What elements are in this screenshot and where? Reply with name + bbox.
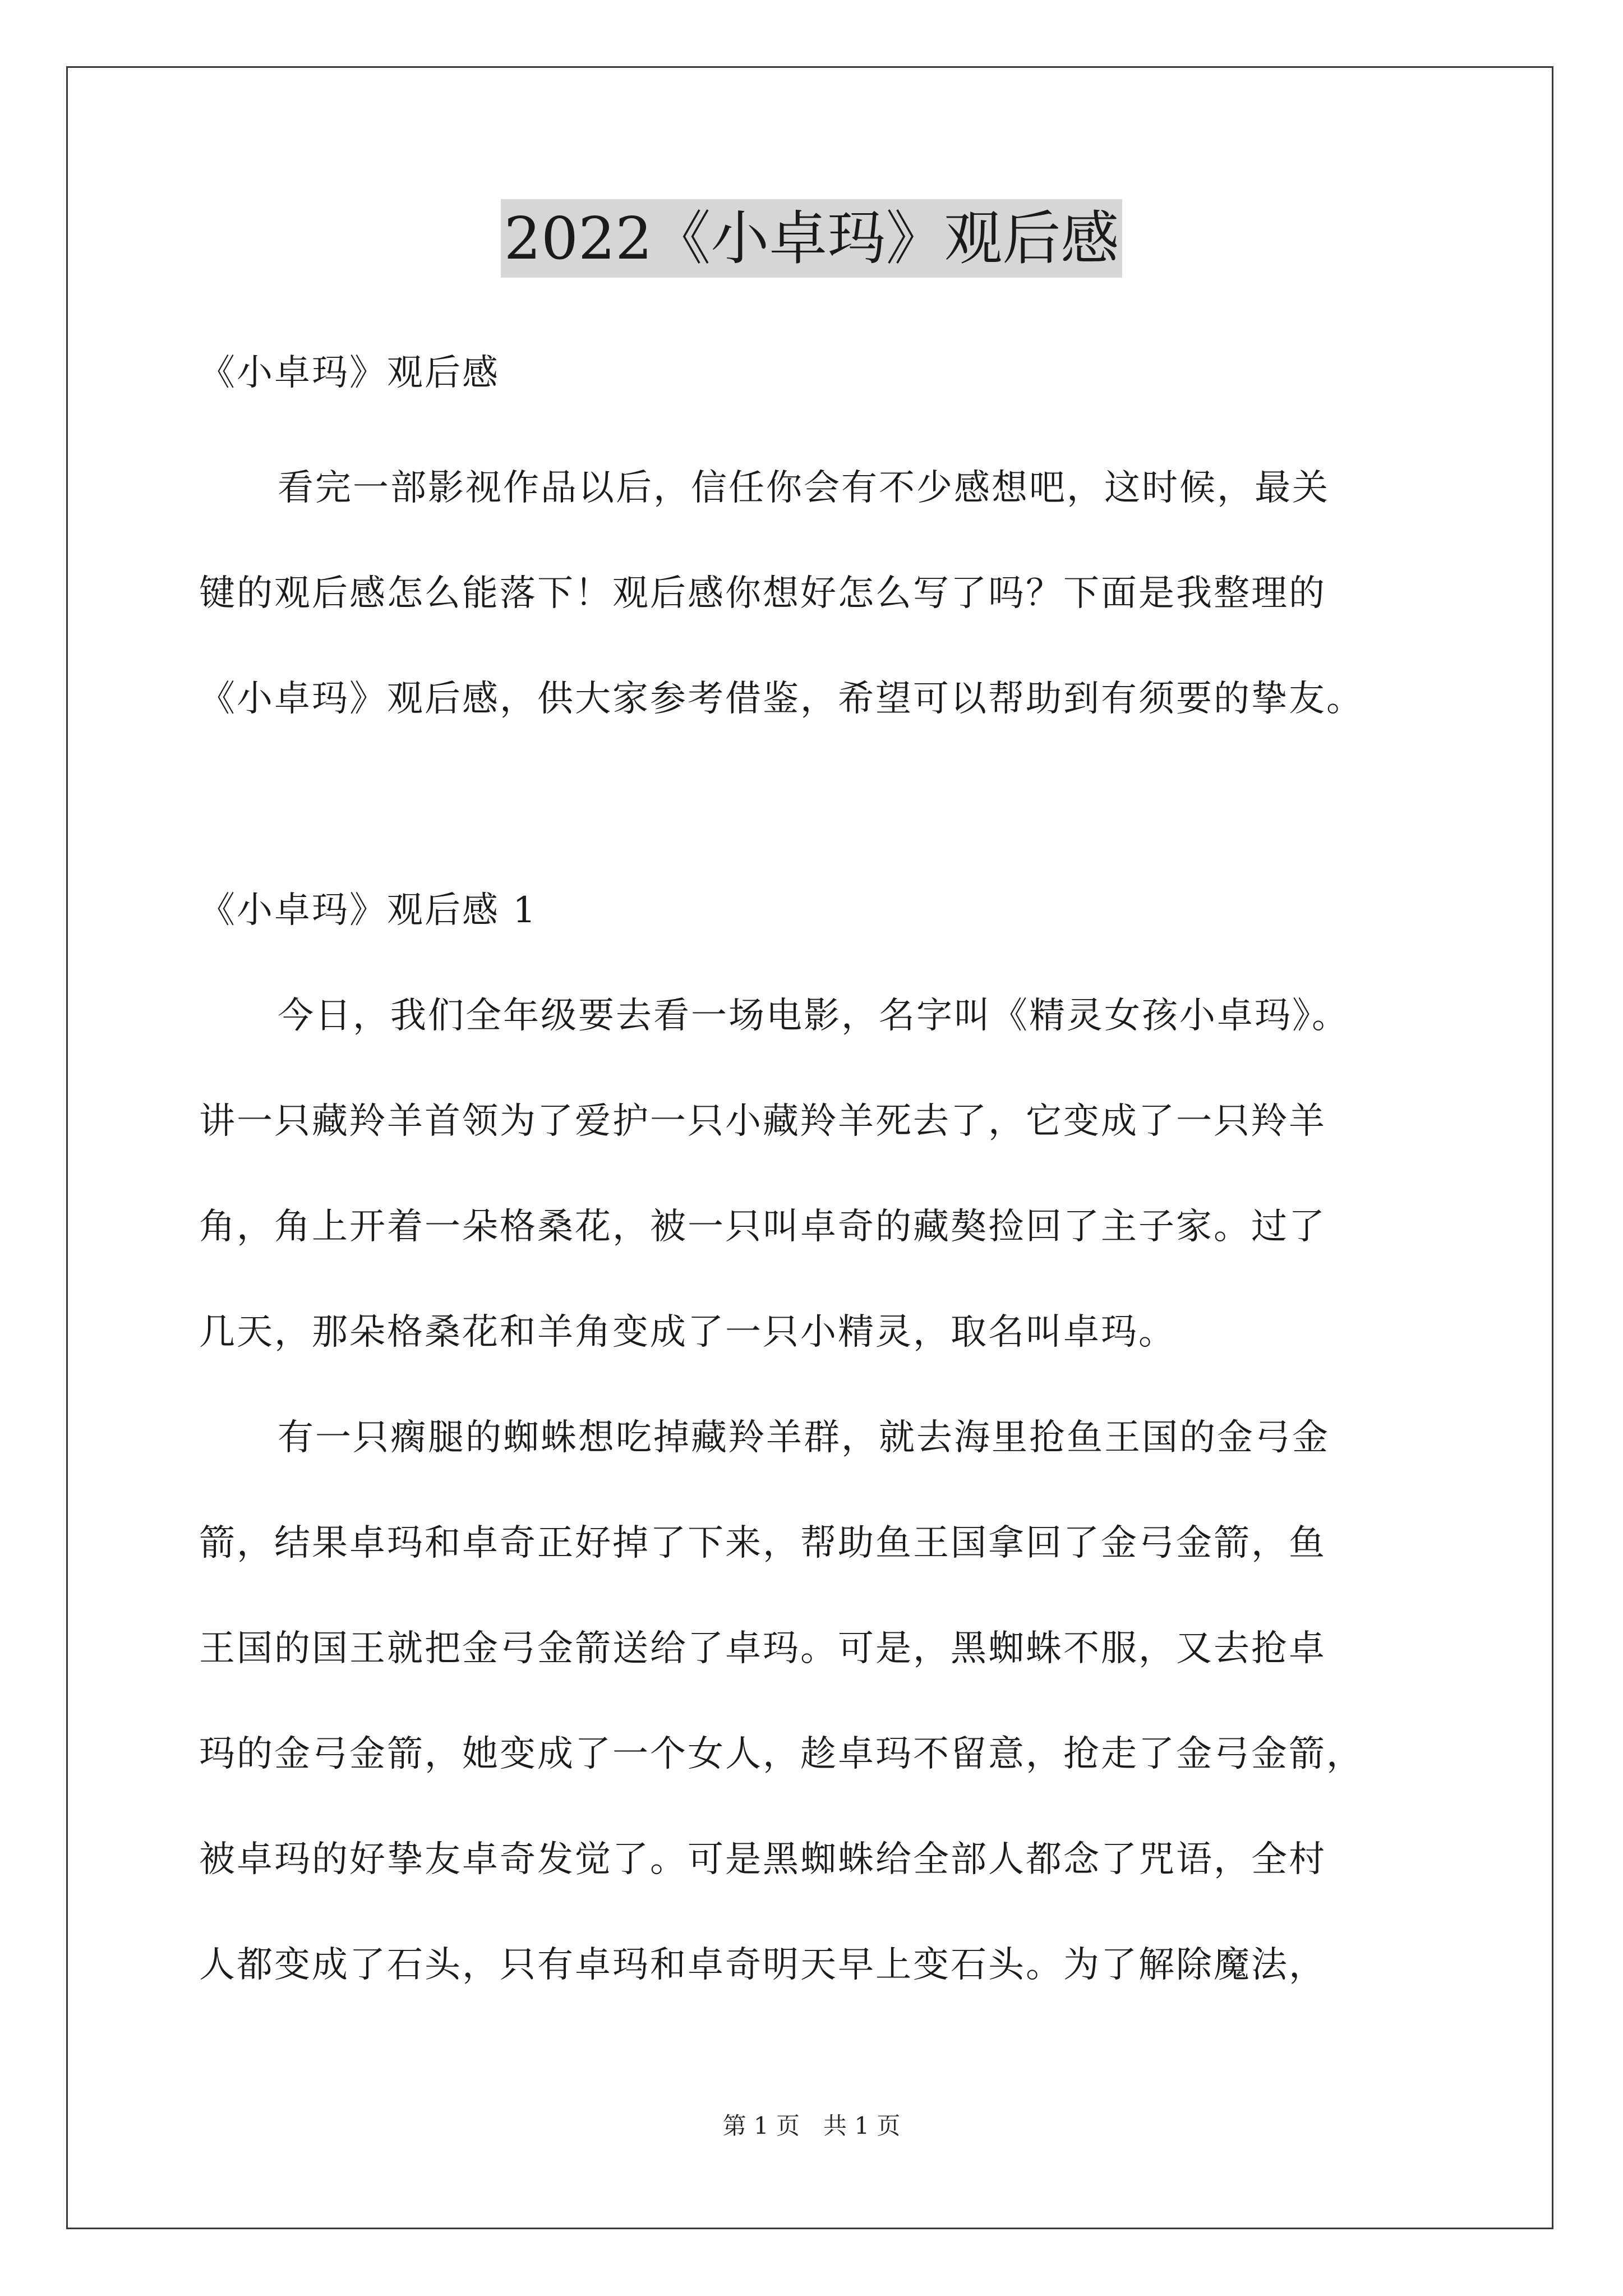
paragraph-line: 被卓玛的好挚友卓奇发觉了。可是黑蜘蛛给全部人都念了咒语，全村 [199, 1839, 1326, 1880]
paragraph-line: 《小卓玛》观后感，供大家参考借鉴，希望可以帮助到有须要的挚友。 [199, 678, 1364, 720]
paragraph-line: 王国的国王就把金弓金箭送给了卓玛。可是，黑蜘蛛不服，又去抢卓 [199, 1628, 1326, 1669]
paragraph-line: 角，角上开着一朵格桑花，被一只叫卓奇的藏獒捡回了主子家。过了 [199, 1206, 1326, 1248]
paragraph-line: 几天，那朵格桑花和羊角变成了一只小精灵，取名叫卓玛。 [199, 1312, 1176, 1353]
section-heading-intro: 《小卓玛》观后感 [199, 352, 500, 394]
page-footer: 第 1 页 共 1 页 [722, 2112, 901, 2139]
paragraph-line: 今日，我们全年级要去看一场电影，名字叫《精灵女孩小卓玛》。 [278, 995, 1349, 1037]
paragraph-line: 箭，结果卓玛和卓奇正好掉了下来，帮助鱼王国拿回了金弓金箭，鱼 [199, 1522, 1326, 1564]
title-container [0, 199, 1623, 278]
paragraph-line: 讲一只藏羚羊首领为了爱护一只小藏羚羊死去了，它变成了一只羚羊 [199, 1101, 1326, 1142]
paragraph-line: 键的观后感怎么能落下！观后感你想好怎么写了吗？下面是我整理的 [199, 573, 1326, 614]
document-title: 2022《小卓玛》观后感 [501, 199, 1123, 278]
paragraph-line: 人都变成了石头，只有卓玛和卓奇明天早上变石头。为了解除魔法， [199, 1944, 1326, 1986]
paragraph-line: 看完一部影视作品以后，信任你会有不少感想吧，这时候，最关 [278, 467, 1330, 509]
paragraph-line: 有一只瘸腿的蜘蛛想吃掉藏羚羊群，就去海里抢鱼王国的金弓金 [278, 1417, 1330, 1458]
section-heading-1: 《小卓玛》观后感 1 [199, 890, 538, 931]
paragraph-line: 玛的金弓金箭，她变成了一个女人，趁卓玛不留意，抢走了金弓金箭， [199, 1733, 1364, 1775]
